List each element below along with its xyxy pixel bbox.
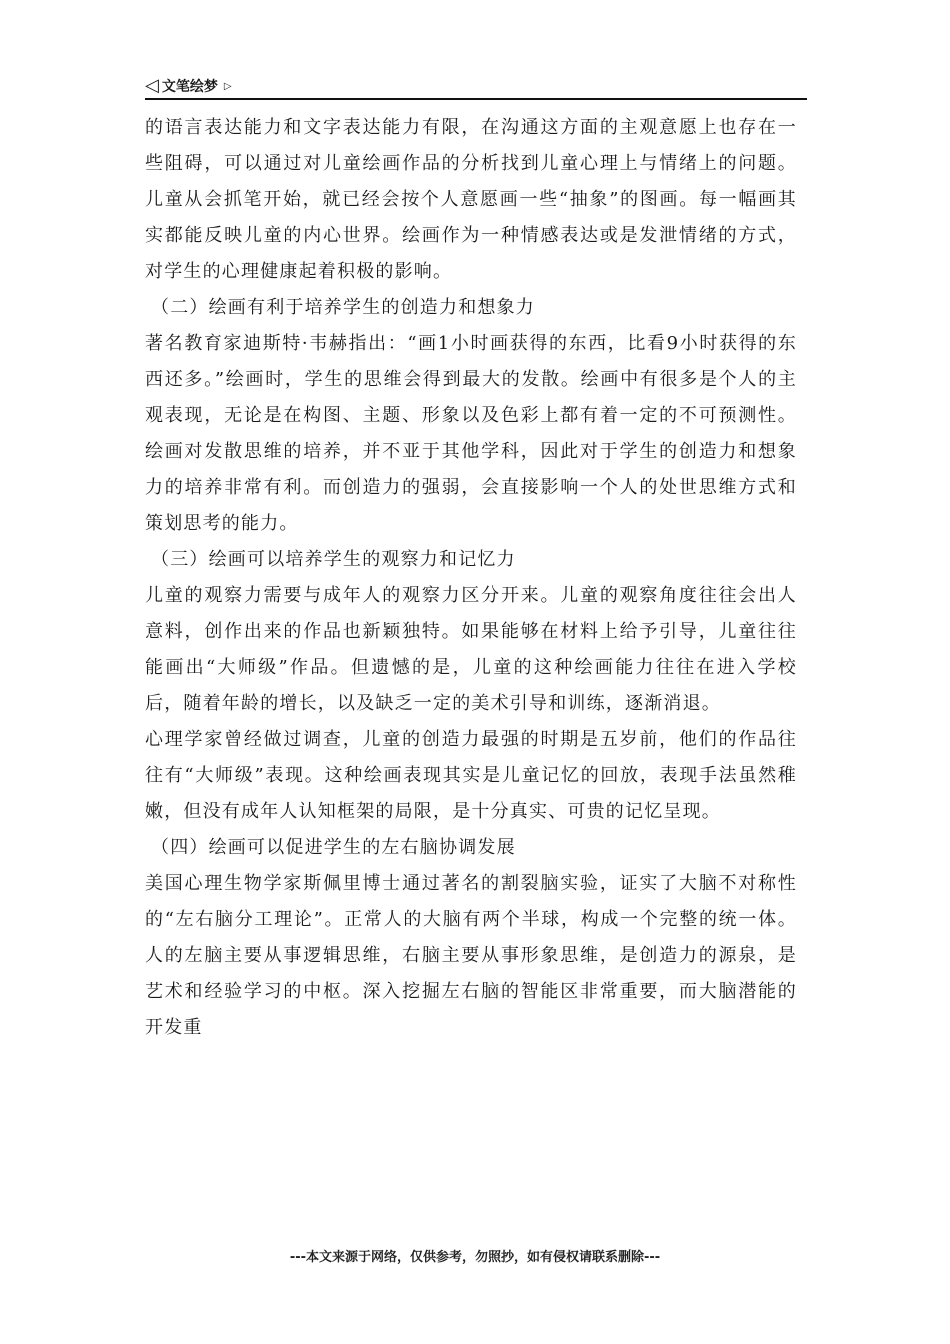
paragraph: 的语言表达能力和文字表达能力有限，在沟通这方面的主观意愿上也存在一些阻碍，可以通过对儿童绘画作品的分析找到儿童心理上与情绪上的问题。儿童从会抓笔开始，就已经会按个人意愿画一些“抽象”的图画。每一幅画其实都能反映儿童的内心世界。绘画作为一种情感表达或是发泄情绪的方式，对学生的心理健康起着积极的影响。	[145, 117, 797, 282]
document-body	[145, 110, 797, 1046]
paragraph: 儿童的观察力需要与成年人的观察力区分开来。儿童的观察角度往往会出人意料，创作出来的作品也新颖独特。如果能够在材料上给予引导，儿童往往能画出“大师级”作品。但遗憾的是，儿童的这种绘画能力往往在进入学校后，随着年龄的增长，以及缺乏一定的美术引导和训练，逐渐消退。	[145, 585, 797, 714]
paragraph: 美国心理生物学家斯佩里博士通过著名的割裂脑实验，证实了大脑不对称性的“左右脑分工理论”。正常人的大脑有两个半球，构成一个完整的统一体。人的左脑主要从事逻辑思维，右脑主要从事形象思维，是创造力的源泉，是艺术和经验学习的中枢。深入挖掘左右脑的智能区非常重要，而大脑潜能的开发重	[145, 873, 797, 1038]
page-header	[145, 74, 807, 100]
header-title: 文笔绘梦	[161, 79, 218, 95]
section-heading: （二）绘画有利于培养学生的创造力和想象力	[151, 297, 535, 318]
section-heading: （四）绘画可以促进学生的左右脑协调发展	[151, 837, 516, 858]
triangle-right-icon: ▷	[223, 80, 232, 92]
page-footer-disclaimer: ---本文来源于网络，仅供参考，勿照抄，如有侵权请联系删除---	[289, 1250, 661, 1265]
paragraph: 心理学家曾经做过调查，儿童的创造力最强的时期是五岁前，他们的作品往往有“大师级”表现。这种绘画表现其实是儿童记忆的回放，表现手法虽然稚嫩，但没有成年人认知框架的局限，是十分真实、可贵的记忆呈现。	[145, 729, 797, 822]
triangle-left-icon: ◁	[145, 75, 159, 96]
paragraph: 著名教育家迪斯特·韦赫指出：“画1小时画获得的东西，比看9小时获得的东西还多。”绘画时，学生的思维会得到最大的发散。绘画中有很多是个人的主观表现，无论是在构图、主题、形象以及色彩上都有着一定的不可预测性。绘画对发散思维的培养，并不亚于其他学科，因此对于学生的创造力和想象力的培养非常有利。而创造力的强弱，会直接影响一个人的处世思维方式和策划思考的能力。	[145, 333, 797, 534]
section-heading: （三）绘画可以培养学生的观察力和记忆力	[151, 549, 516, 570]
